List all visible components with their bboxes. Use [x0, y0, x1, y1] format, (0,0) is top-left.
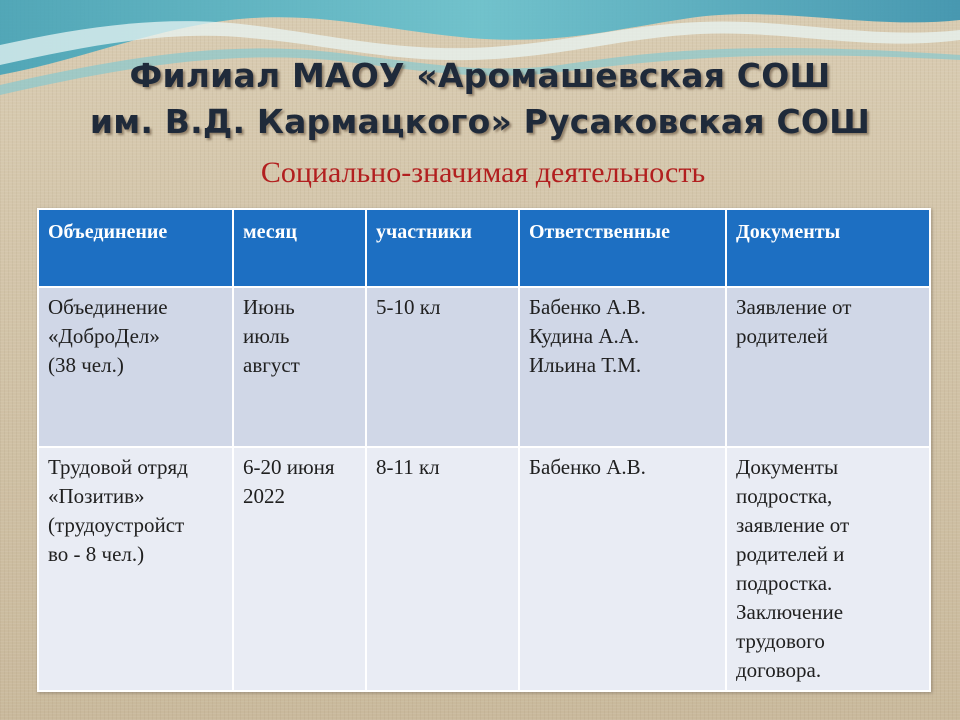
- cell-line: подростка.: [736, 571, 833, 595]
- page-title-line2: им. В.Д. Кармацкого» Русаковская СОШ: [89, 102, 871, 141]
- cell-line: «Позитив»: [48, 484, 145, 508]
- cell-line: июль: [243, 324, 290, 348]
- table-cell: [233, 447, 366, 691]
- cell-line: во - 8 чел.): [48, 542, 145, 566]
- cell-line: август: [243, 353, 300, 377]
- cell-line: Ильина Т.М.: [529, 353, 642, 377]
- cell-line: трудового: [736, 629, 825, 653]
- cell-line: Документы: [736, 455, 839, 479]
- table-cell: [366, 287, 519, 447]
- header-cell: месяц: [233, 209, 366, 287]
- table-cell: [38, 287, 233, 447]
- table-cell: [233, 287, 366, 447]
- cell-line: договора.: [736, 658, 822, 682]
- cell-line: Бабенко А.В.: [529, 295, 646, 319]
- table-row: [38, 287, 930, 447]
- cell-line: Бабенко А.В.: [529, 455, 646, 479]
- cell-line: 5-10 кл: [376, 295, 441, 319]
- cell-line: Заявление от: [736, 295, 852, 319]
- page-title-line1: Филиал МАОУ «Аромашевская СОШ: [129, 56, 831, 95]
- cell-line: подростка,: [736, 484, 833, 508]
- cell-line: родителей и: [736, 542, 845, 566]
- cell-line: Июнь: [243, 295, 295, 319]
- table-row: [38, 447, 930, 691]
- cell-line: (трудоустройст: [48, 513, 185, 537]
- cell-line: родителей: [736, 324, 828, 348]
- cell-line: Кудина А.А.: [529, 324, 640, 348]
- cell-line: 2022: [243, 484, 285, 508]
- cell-line: 8-11 кл: [376, 455, 440, 479]
- page-subtitle: Социально-значимая деятельность: [260, 156, 706, 189]
- cell-line: заявление от: [736, 513, 850, 537]
- cell-line: (38 чел.): [48, 353, 124, 377]
- cell-line: «ДоброДел»: [48, 324, 160, 348]
- activity-table: [37, 208, 931, 692]
- table-cell: [726, 287, 930, 447]
- table-cell: [519, 447, 726, 691]
- cell-line: Трудовой отряд: [48, 455, 188, 479]
- header-cell: Ответственные: [519, 209, 726, 287]
- table-cell: [366, 447, 519, 691]
- table-header-row: [38, 209, 930, 287]
- cell-line: Объединение: [48, 295, 168, 319]
- cell-line: Заключение: [736, 600, 844, 624]
- table-cell: [726, 447, 930, 691]
- cell-line: 6-20 июня: [243, 455, 335, 479]
- table-cell: [519, 287, 726, 447]
- header-cell: Документы: [726, 209, 930, 287]
- header-cell: участники: [366, 209, 519, 287]
- table-cell: [38, 447, 233, 691]
- header-cell: Объединение: [38, 209, 233, 287]
